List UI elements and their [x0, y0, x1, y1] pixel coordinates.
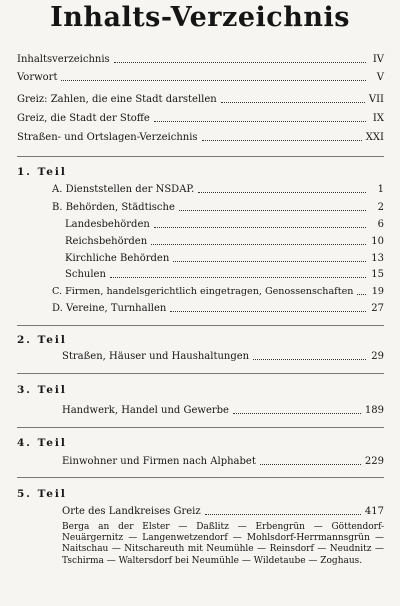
part-label: 1. Teil — [17, 166, 67, 178]
toc-entry — [65, 253, 384, 265]
leader-dots — [61, 80, 366, 81]
toc-entry-label: D. Vereine, Turnhallen — [52, 303, 167, 314]
toc-entry-label: Reichsbehörden — [65, 236, 148, 247]
part-label: 3. Teil — [17, 384, 67, 396]
toc-entry — [62, 351, 384, 363]
leader-dots — [173, 261, 366, 262]
toc-entry-label: Vorwort — [17, 72, 58, 83]
leader-dots — [233, 413, 361, 414]
page-title: Inhalts-Verzeichnis — [50, 2, 350, 33]
part-label: 4. Teil — [17, 437, 67, 449]
toc-entry-label: Inhaltsverzeichnis — [17, 54, 110, 65]
toc-entry-page: XXI — [365, 132, 384, 143]
toc-entry — [62, 405, 384, 417]
toc-entry-label: Straßen, Häuser und Haushaltungen — [62, 351, 250, 362]
toc-entry-page: IV — [372, 54, 384, 65]
toc-entry-label: Schulen — [65, 269, 106, 280]
section-divider — [17, 373, 384, 374]
leader-dots — [202, 140, 362, 141]
toc-entry-label: C. Firmen, handelsgerichtlich eingetragen, Genossenschaften — [52, 286, 354, 297]
leader-dots — [253, 359, 366, 360]
toc-entry-page: IX — [372, 113, 384, 124]
toc-entry — [52, 202, 384, 214]
toc-entry — [65, 269, 384, 281]
toc-entry — [65, 236, 384, 248]
toc-entry-label: A. Dienststellen der NSDAP. — [52, 184, 195, 195]
toc-entry-page: 13 — [371, 253, 384, 264]
leader-dots — [114, 62, 366, 63]
section-divider — [17, 477, 384, 478]
section-divider — [17, 325, 384, 326]
toc-entry — [17, 54, 384, 66]
leader-dots — [205, 514, 361, 515]
toc-entry-label: Straßen- und Ortslagen-Verzeichnis — [17, 132, 198, 143]
leader-dots — [154, 227, 366, 228]
toc-entry — [17, 72, 384, 84]
toc-entry-page: V — [376, 72, 384, 83]
toc-entry — [17, 94, 384, 106]
toc-entry — [62, 506, 384, 518]
toc-entry — [65, 219, 384, 231]
toc-entry-label: Orte des Landkreises Greiz — [62, 506, 201, 517]
toc-entry — [52, 286, 384, 298]
leader-dots — [151, 244, 366, 245]
leader-dots — [357, 294, 366, 295]
section-divider — [17, 427, 384, 428]
toc-entry-label: B. Behörden, Städtische — [52, 202, 175, 213]
toc-entry — [17, 113, 384, 125]
part-label: 5. Teil — [17, 488, 67, 500]
toc-entry — [62, 456, 384, 468]
toc-entry-page: 27 — [371, 303, 384, 314]
toc-entry-page: 2 — [377, 202, 384, 213]
toc-entry-label: Greiz: Zahlen, die eine Stadt darstellen — [17, 94, 217, 105]
toc-entry-label: Landesbehörden — [65, 219, 150, 230]
toc-entry-page: 1 — [377, 184, 384, 195]
toc-entry-page: 19 — [371, 286, 384, 297]
toc-entry-label: Handwerk, Handel und Gewerbe — [62, 405, 229, 416]
toc-entry-page: 6 — [377, 219, 384, 230]
toc-entry-page: 229 — [364, 456, 384, 467]
part-label: 2. Teil — [17, 334, 67, 346]
toc-entry — [52, 303, 384, 315]
toc-entry-page: VII — [368, 94, 384, 105]
section-divider — [17, 156, 384, 157]
toc-entry — [17, 132, 384, 144]
toc-entry-label: Greiz, die Stadt der Stoffe — [17, 113, 150, 124]
leader-dots — [221, 102, 365, 103]
leader-dots — [170, 311, 366, 312]
leader-dots — [198, 192, 366, 193]
leader-dots — [179, 210, 366, 211]
district-places-list: Berga an der Elster — Daßlitz — Erbengrün — Göttendorf-Neuärgernitz — Langenwetzendorf — Mohlsdorf-Herrmannsgrün — Naitschau — Nitschareuth mit Neumühle — Reinsdorf — Neudnitz — Tschirma — Waltersdorf bei Neumühle — Wildetaube — Zoghaus. — [62, 522, 384, 566]
toc-entry-page: 10 — [371, 236, 384, 247]
toc-entry-label: Kirchliche Behörden — [65, 253, 170, 264]
leader-dots — [154, 121, 366, 122]
toc-entry-page: 189 — [364, 405, 384, 416]
toc-entry-page: 15 — [371, 269, 384, 280]
toc-entry — [52, 184, 384, 196]
toc-entry-page: 29 — [371, 351, 384, 362]
leader-dots — [110, 277, 366, 278]
leader-dots — [260, 464, 361, 465]
toc-entry-page: 417 — [364, 506, 384, 517]
toc-entry-label: Einwohner und Firmen nach Alphabet — [62, 456, 256, 467]
